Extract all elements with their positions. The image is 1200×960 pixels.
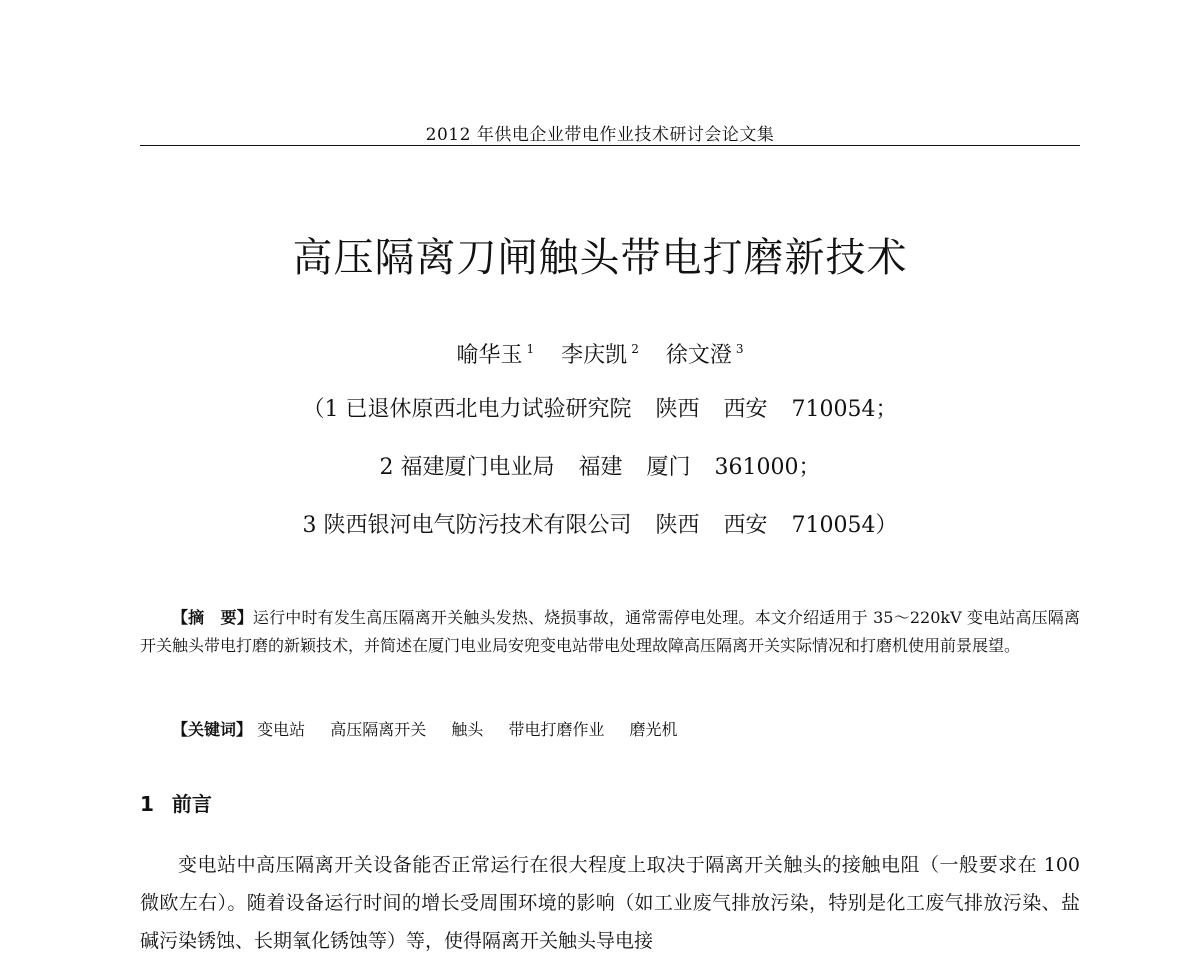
author-name: 李庆凯 — [561, 343, 628, 368]
affiliation-prefix: 2 — [379, 455, 394, 480]
keyword: 带电打磨作业 — [508, 720, 605, 739]
paper-title: 高压隔离刀闸触头带电打磨新技术 — [292, 235, 908, 281]
header-rule — [140, 145, 1080, 146]
keyword: 磨光机 — [629, 720, 678, 739]
keyword: 触头 — [451, 720, 484, 739]
author-affiliation-mark: 2 — [631, 342, 639, 356]
abstract-label: 【摘 要】 — [172, 608, 253, 627]
section-number: 1 — [140, 792, 154, 816]
affiliation-prefix: （1 — [302, 397, 339, 422]
abstract — [140, 604, 1080, 660]
affiliation-line — [0, 508, 1200, 539]
author-affiliation-mark: 3 — [735, 342, 744, 356]
body-paragraph: 变电站中高压隔离开关设备能否正常运行在很大程度上取决于隔离开关触头的接触电阻（一般要求在 100 微欧左右）。随着设备运行时间的增长受周围环境的影响（如工业废气排放污染，特别是化工废气排放污染、盐碱污染锈蚀、长期氧化锈蚀等）等，使得隔离开关触头导电接 — [140, 854, 1080, 952]
keyword: 变电站 — [257, 720, 306, 739]
affiliation-province: 陕西 — [655, 397, 700, 422]
affiliation-org: 福建厦门电业局 — [400, 455, 555, 480]
keywords — [140, 716, 1080, 744]
abstract-text: 运行中时有发生高压隔离开关触头发热、烧损事故，通常需停电处理。本文介绍适用于 35～220kV 变电站高压隔离开关触头带电打磨的新颖技术，并简述在厦门电业局安兜变电站带电处理故障高压隔离开关实际情况和打磨机使用前景展望。 — [140, 608, 1080, 655]
affiliation-postcode: 361000； — [714, 455, 821, 480]
affiliation-city: 厦门 — [646, 455, 691, 480]
keyword: 高压隔离开关 — [330, 720, 427, 739]
author-name: 喻华玉 — [456, 343, 523, 368]
affiliation-org: 陕西银河电气防污技术有限公司 — [323, 513, 632, 538]
affiliation-city: 西安 — [723, 513, 768, 538]
affiliation-province: 陕西 — [655, 513, 700, 538]
section-title: 前言 — [171, 792, 212, 816]
affiliation-postcode: 710054） — [791, 513, 898, 538]
author-name: 徐文澄 — [665, 343, 732, 368]
keywords-label: 【关键词】 — [172, 720, 253, 739]
author — [457, 343, 535, 368]
section-heading — [140, 788, 212, 817]
affiliation-province: 福建 — [578, 455, 623, 480]
affiliation-line — [0, 392, 1200, 423]
affiliation-city: 西安 — [723, 397, 768, 422]
running-header: 2012 年供电企业带电作业技术研讨会论文集 — [425, 125, 775, 145]
author-list — [0, 338, 1200, 369]
author-affiliation-mark: 1 — [526, 342, 535, 356]
affiliation-postcode: 710054； — [791, 397, 898, 422]
affiliation-line — [0, 450, 1200, 481]
affiliation-prefix: 3 — [302, 513, 317, 538]
author — [561, 343, 639, 368]
affiliation-org: 已退休原西北电力试验研究院 — [345, 397, 632, 422]
author — [666, 343, 744, 368]
